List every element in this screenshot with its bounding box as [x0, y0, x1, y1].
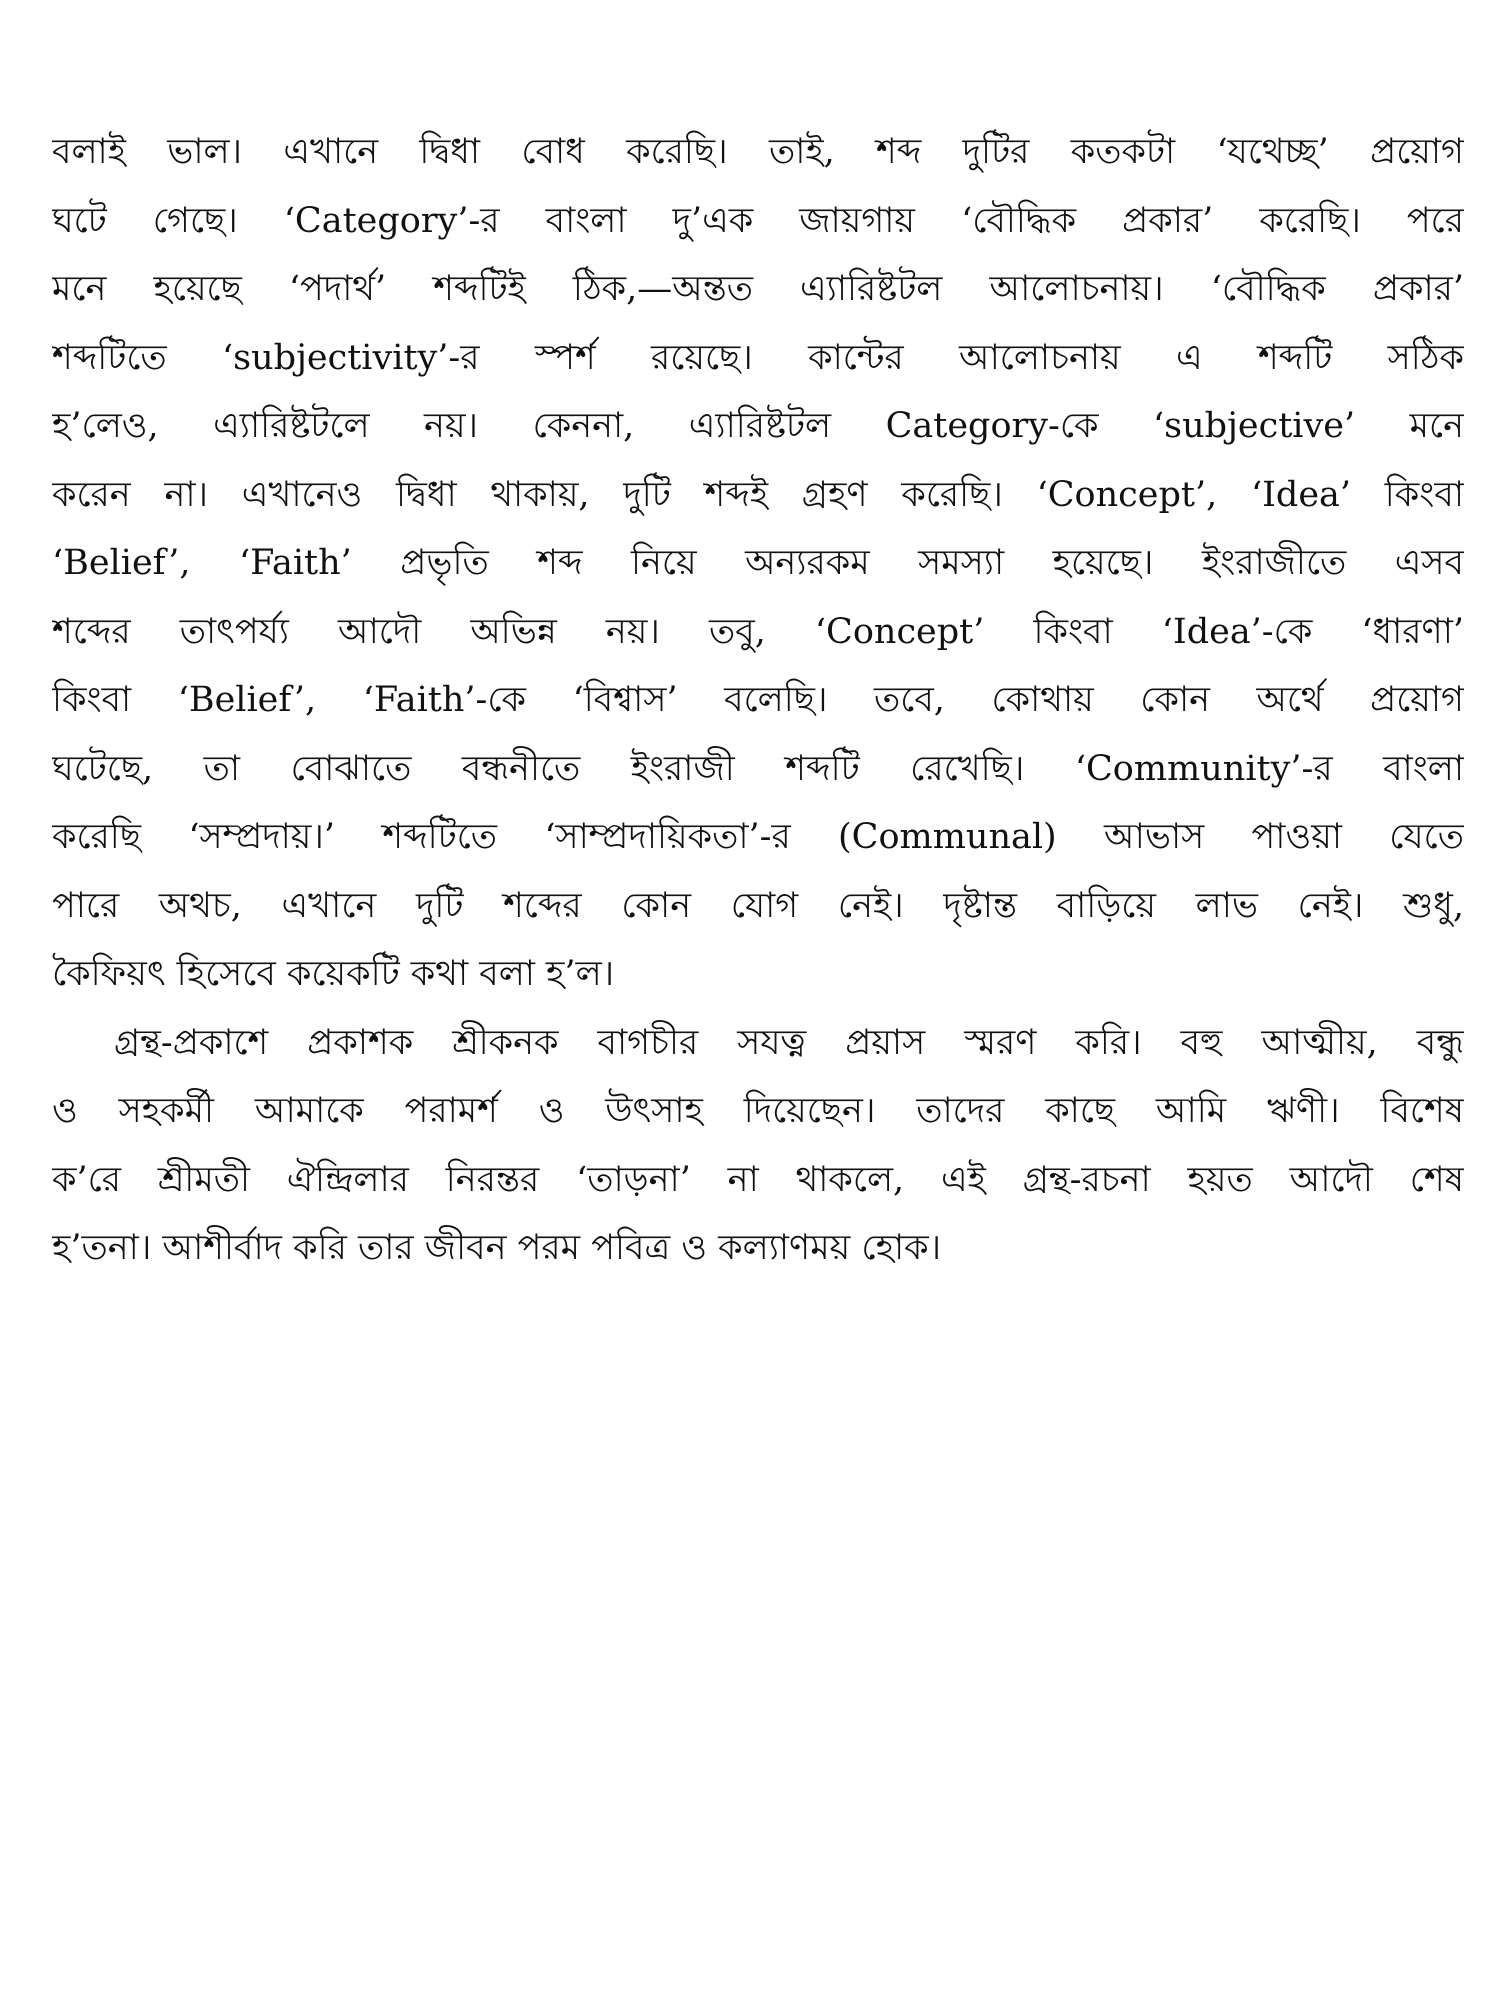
text-line: হ’তনা। আশীর্বাদ করি তার জীবন পরম পবিত্র ও কল্যাণময় হোক।	[52, 1228, 942, 1268]
paragraph-2	[52, 1009, 1464, 1283]
paragraph-1	[52, 118, 1464, 1009]
text-line: গ্রন্থ-প্রকাশে প্রকাশক শ্রীকনক বাগচীর সযত্ন প্রয়াস স্মরণ করি। বহু আত্মীয়, বন্ধু	[114, 1022, 1464, 1063]
text-line: বলাই ভাল। এখানে দ্বিধা বোধ করেছি। তাই, শব্দ দুটির কতকটা ‘যথেচ্ছ’ প্রয়োগ	[52, 132, 1464, 172]
text-line: ও সহকর্মী আমাকে পরামর্শ ও উৎসাহ দিয়েছেন। তাদের কাছে আমি ঋণী। বিশেষ	[52, 1091, 1464, 1131]
text-line: ‘Belief’, ‘Faith’ প্রভৃতি শব্দ নিয়ে অন্যরকম সমস্যা হয়েছে। ইংরাজীতে এসব	[52, 543, 1464, 583]
text-line: হ’লেও, এ্যারিষ্টটলে নয়। কেননা, এ্যারিষ্টটল Category-কে ‘subjective’ মনে	[52, 406, 1464, 446]
text-line: ক’রে শ্রীমতী ঐন্দ্রিলার নিরন্তর ‘তাড়না’ না থাকলে, এই গ্রন্থ-রচনা হয়ত আদৌ শেষ	[52, 1159, 1464, 1200]
text-line: ঘটেছে, তা বোঝাতে বন্ধনীতে ইংরাজী শব্দটি রেখেছি। ‘Community’-র বাংলা	[52, 748, 1464, 789]
text-line: কিংবা ‘Belief’, ‘Faith’-কে ‘বিশ্বাস’ বলেছি। তবে, কোথায় কোন অর্থে প্রয়োগ	[52, 680, 1464, 720]
text-line: শব্দের তাৎপর্য্য আদৌ অভিন্ন নয়। তবু, ‘Concept’ কিংবা ‘Idea’-কে ‘ধারণা’	[52, 611, 1464, 652]
text-line: করেছি ‘সম্প্রদায়।’ শব্দটিতে ‘সাম্প্রদায়িকতা’-র (Communal) আভাস পাওয়া যেতে	[52, 817, 1464, 857]
text-line: করেন না। এখানেও দ্বিধা থাকায়, দুটি শব্দই গ্রহণ করেছি। ‘Concept’, ‘Idea’ কিংবা	[52, 474, 1464, 515]
text-line: পারে অথচ, এখানে দুটি শব্দের কোন যোগ নেই। দৃষ্টান্ত বাড়িয়ে লাভ নেই। শুধু,	[52, 885, 1464, 926]
text-line: মনে হয়েছে ‘পদার্থ’ শব্দটিই ঠিক,—অন্তত এ্যারিষ্টটল আলোচনায়। ‘বৌদ্ধিক প্রকার’	[52, 269, 1464, 309]
text-line: ঘটে গেছে। ‘Category’-র বাংলা দু’এক জায়গায় ‘বৌদ্ধিক প্রকার’ করেছি। পরে	[52, 200, 1464, 241]
text-line: কৈফিয়ৎ হিসেবে কয়েকটি কথা বলা হ’ল।	[52, 954, 615, 994]
text-line: শব্দটিতে ‘subjectivity’-র স্পর্শ রয়েছে। কান্টের আলোচনায় এ শব্দটি সঠিক	[52, 337, 1464, 378]
body-text	[52, 118, 1464, 1283]
